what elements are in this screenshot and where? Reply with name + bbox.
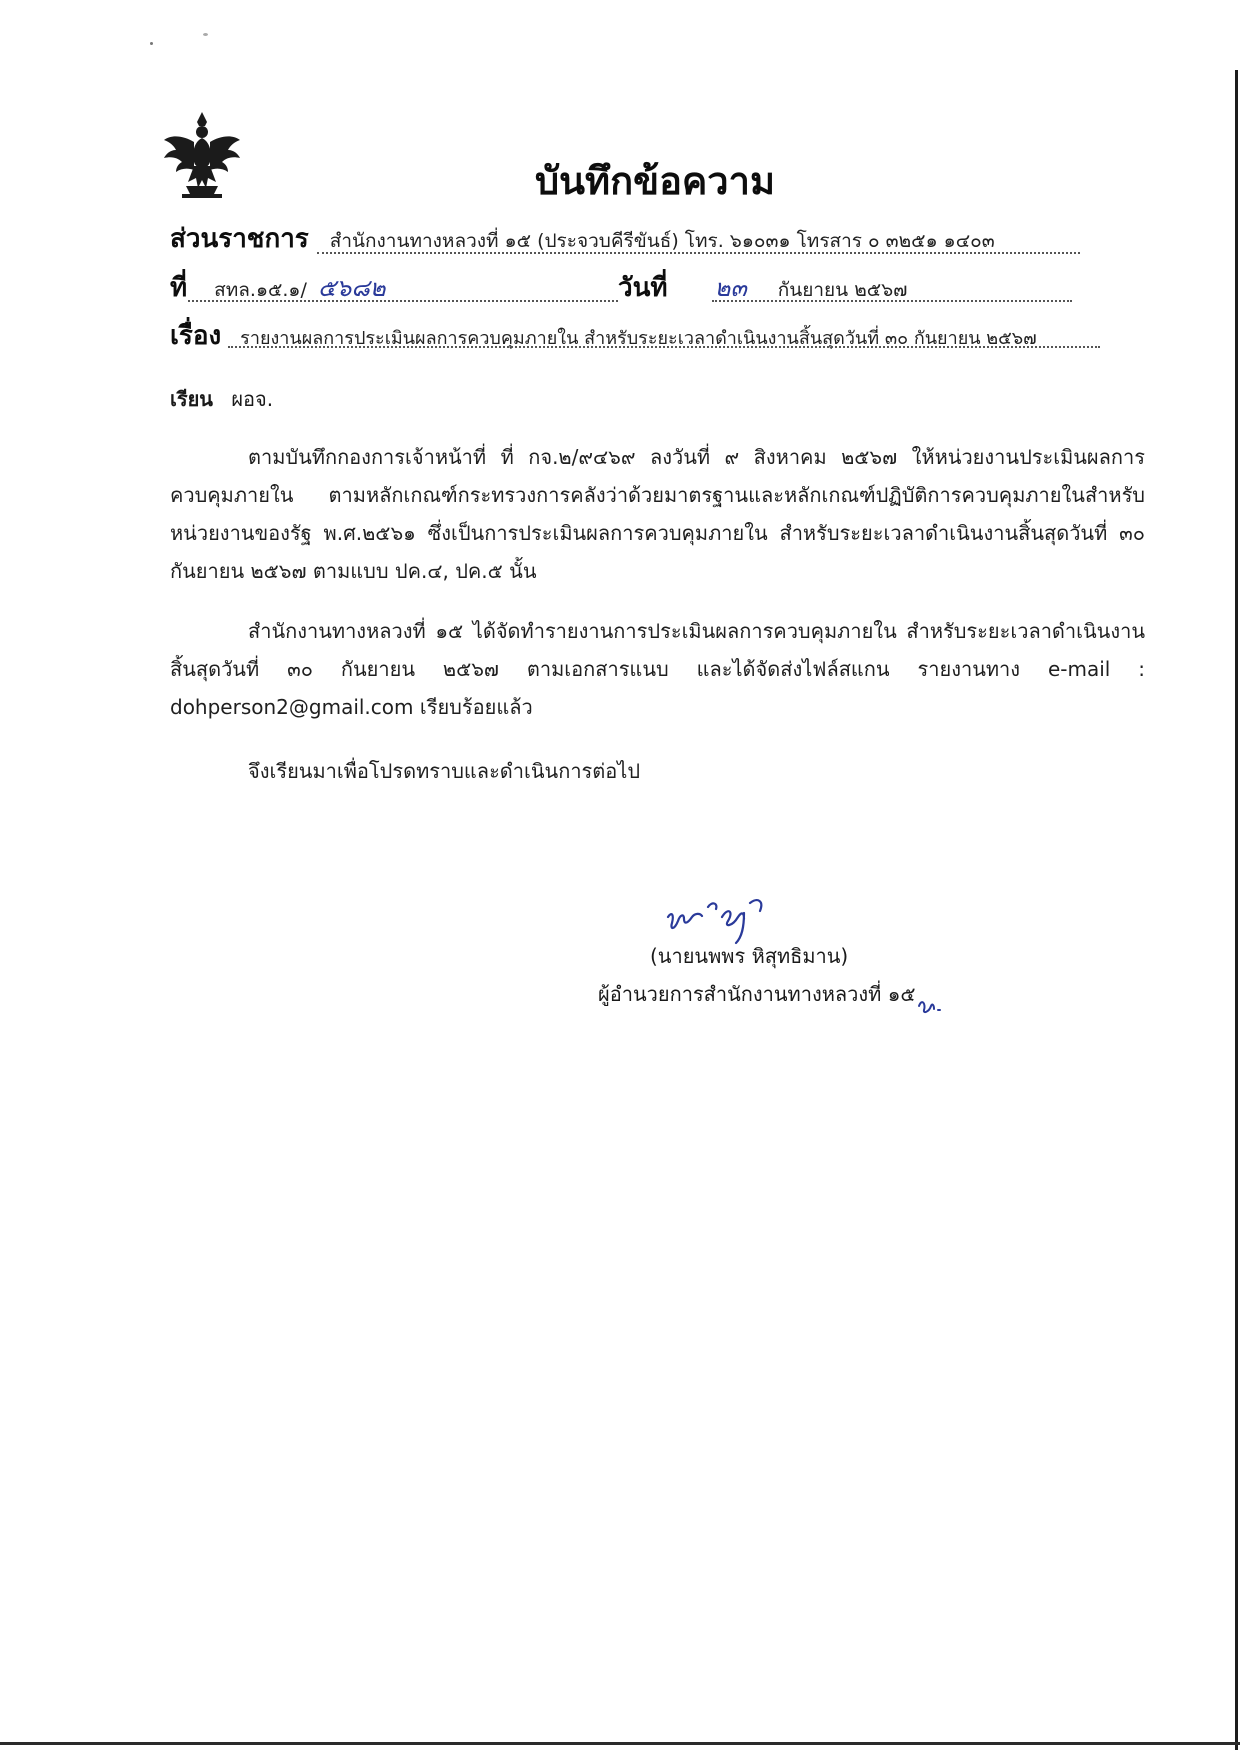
scan-edge-bottom bbox=[0, 1742, 1240, 1745]
signatory-position: ผู้อำนวยการสำนักงานทางหลวงที่ ๑๕ bbox=[598, 982, 916, 1006]
header-row-subject bbox=[170, 315, 1037, 356]
subject-value: รายงานผลการประเมินผลการควบคุมภายใน สำหรับระยะเวลาดำเนินงานสิ้นสุดวันที่ ๓๐ กันยายน ๒๕๖๗ bbox=[240, 328, 1037, 349]
salutation-label: เรียน bbox=[170, 387, 213, 411]
body-paragraph-1: ตามบันทึกกองการเจ้าหน้าที่ ที่ กจ.๒/๙๔๖๙ ลงวันที่ ๙ สิงหาคม ๒๕๖๗ ให้หน่วยงานประเมินผลการควบคุมภายใน ตามหลักเกณฑ์กระทรวงการคลังว่าด้วยมาตรฐานและหลักเกณฑ์ปฏิบัติการควบคุมภายในสำหรับหน่วยงานของรัฐ พ.ศ.๒๕๖๑ ซึ่งเป็นการประเมินผลการควบคุมภายใน สำหรับระยะเวลาดำเนินงานสิ้นสุดวันที่ ๓๐ กันยายน ๒๕๖๗ ตามแบบ ปค.๔, ปค.๕ นั้น bbox=[170, 445, 1145, 583]
scan-speck bbox=[203, 33, 208, 36]
dotted-line bbox=[317, 252, 1080, 254]
reference-handwritten: ๕๖๘๒ bbox=[317, 274, 386, 302]
body-paragraph-2: สำนักงานทางหลวงที่ ๑๕ ได้จัดทำรายงานการประเมินผลการควบคุมภายใน สำหรับระยะเวลาดำเนินงานสิ้นสุดวันที่ ๓๐ กันยายน ๒๕๖๗ ตามเอกสารแนบ และได้จัดส่งไฟล์สแกน รายงานทาง e-mail : dohperson2@gmail.com เรียบร้อยแล้ว bbox=[170, 619, 1145, 719]
dotted-line bbox=[228, 346, 1100, 348]
reference-value: สทล.๑๕.๑/ bbox=[214, 279, 307, 301]
date-month-year: กันยายน ๒๕๖๗ bbox=[777, 279, 908, 301]
scan-edge-right bbox=[1235, 70, 1238, 1750]
handwritten-signature bbox=[660, 895, 800, 945]
handwritten-initial bbox=[916, 994, 946, 1014]
reference-label: ที่ bbox=[170, 273, 188, 303]
scan-speck bbox=[150, 42, 153, 45]
salutation-value: ผอจ. bbox=[231, 387, 274, 411]
document-title: บันทึกข้อความ bbox=[534, 158, 776, 203]
salutation bbox=[170, 383, 273, 415]
dotted-line bbox=[712, 300, 1072, 302]
dotted-line bbox=[188, 300, 618, 302]
department-label: ส่วนราชการ bbox=[170, 224, 309, 254]
subject-label: เรื่อง bbox=[170, 321, 222, 351]
date-day-handwritten: ๒๓ bbox=[714, 274, 747, 302]
signatory-name: (นายนพพร หิสุทธิมาน) bbox=[650, 944, 849, 968]
date-label: วันที่ bbox=[618, 273, 668, 303]
body-paragraph-closing: จึงเรียนมาเพื่อโปรดทราบและดำเนินการต่อไป bbox=[248, 759, 641, 783]
department-value: สำนักงานทางหลวงที่ ๑๕ (ประจวบคีรีขันธ์) โทร. ๖๑๐๓๑ โทรสาร ๐ ๓๒๕๑ ๑๔๐๓ bbox=[329, 230, 995, 252]
